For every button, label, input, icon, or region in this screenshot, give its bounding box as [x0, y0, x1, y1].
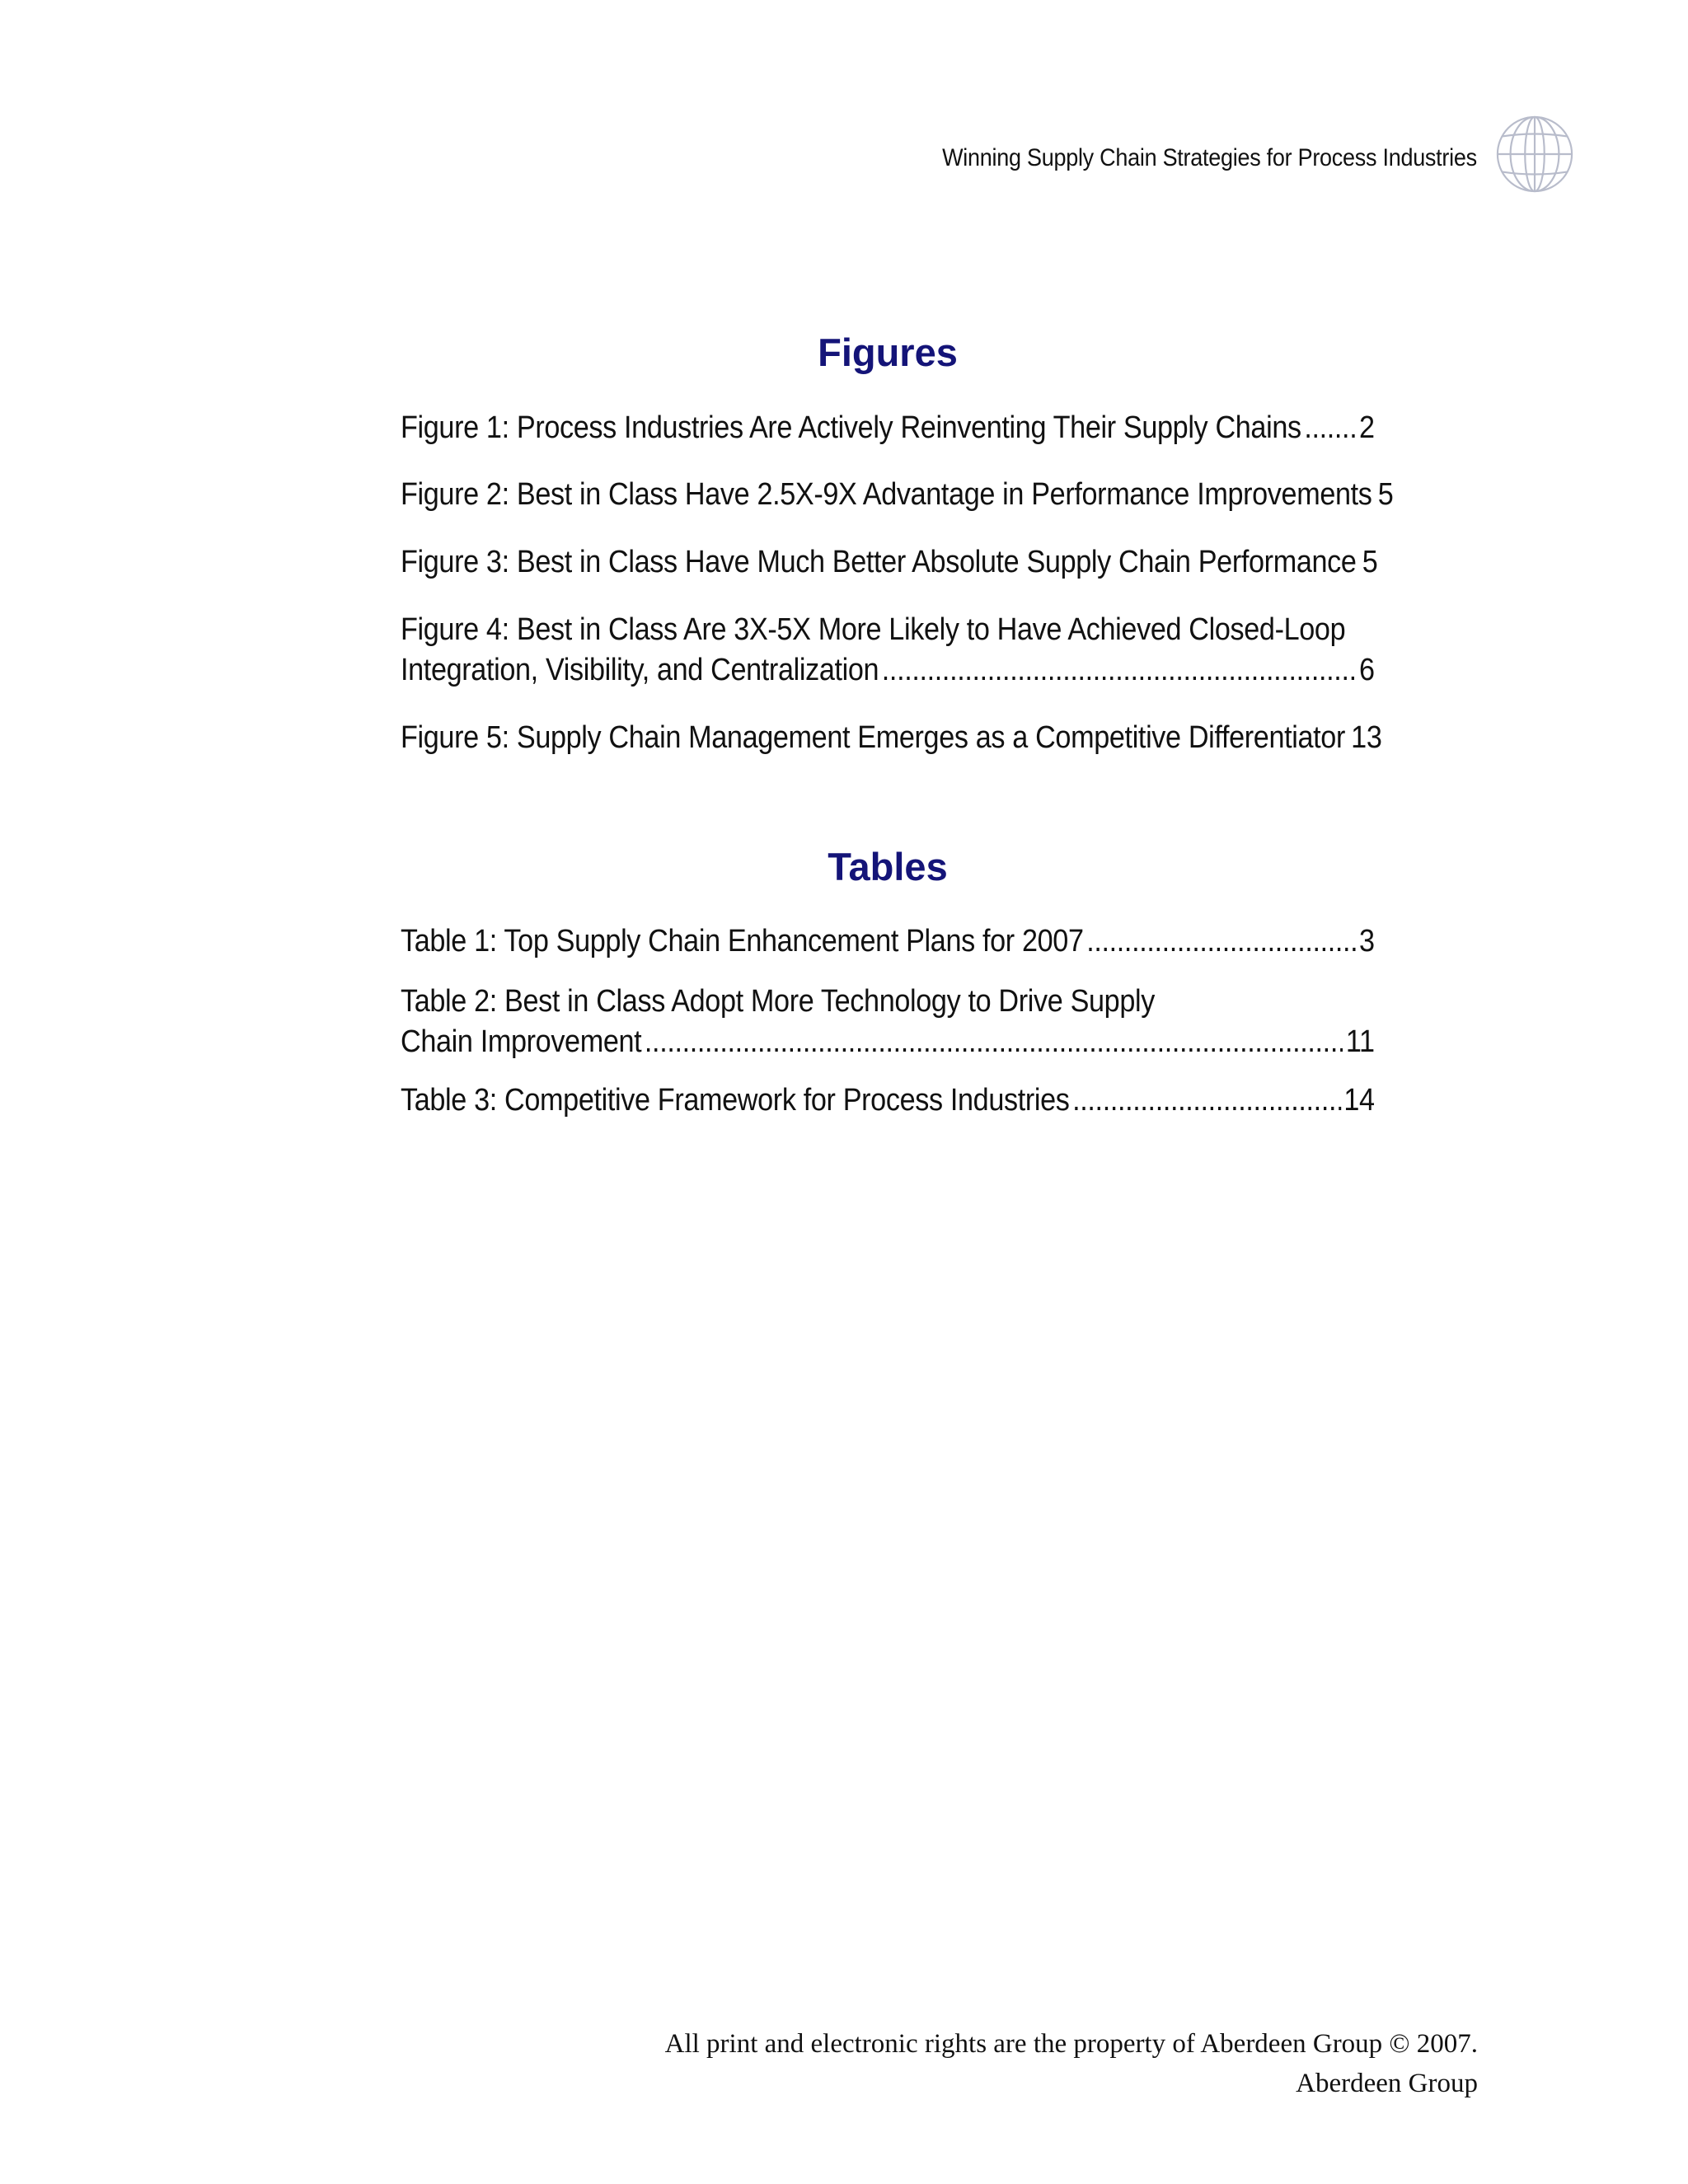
- dot-leader: [645, 1022, 1343, 1062]
- entry-title: Table 1: Top Supply Chain Enhancement Plans for 2007: [401, 924, 1084, 958]
- entry-title-continued: Integration, Visibility, and Centralization: [401, 653, 879, 687]
- figures-heading: Figures: [818, 330, 958, 374]
- running-header-title: Winning Supply Chain Strategies for Process Industries: [942, 144, 1477, 171]
- entry-page-number: 3: [1359, 924, 1375, 958]
- footer-company-name: Aberdeen Group: [1296, 2069, 1478, 2098]
- tables-heading: Tables: [828, 845, 948, 888]
- figure-entry-1[interactable]: [401, 408, 1375, 448]
- figure-entry-4[interactable]: [401, 610, 1375, 691]
- entry-title-continued: Chain Improvement: [401, 1024, 642, 1059]
- entry-title: Figure 4: Best in Class Are 3X-5X More Likely to Have Achieved Closed-Loop: [401, 612, 1346, 647]
- entry-page-number: 2: [1359, 410, 1375, 445]
- figure-entry-2[interactable]: [401, 475, 1394, 515]
- figure-entry-5[interactable]: [401, 718, 1382, 758]
- entry-page-number: 11: [1345, 1024, 1375, 1059]
- entry-page-number: 5: [1377, 477, 1394, 512]
- table-entry-2[interactable]: [401, 982, 1375, 1062]
- entry-page-number: 5: [1362, 545, 1378, 579]
- entry-title: Figure 3: Best in Class Have Much Better Absolute Supply Chain Performance: [401, 545, 1357, 579]
- entry-title: Table 3: Competitive Framework for Process Industries: [401, 1083, 1070, 1118]
- entry-page-number: 13: [1351, 720, 1382, 755]
- figure-entry-3[interactable]: [401, 542, 1378, 583]
- dot-leader: [882, 650, 1357, 691]
- entry-title: Figure 2: Best in Class Have 2.5X-9X Advantage in Performance Improvements: [401, 477, 1372, 512]
- dot-leader: [1072, 1080, 1341, 1121]
- entry-title: Figure 1: Process Industries Are Actively Reinventing Their Supply Chains: [401, 410, 1301, 445]
- dot-leader: [1086, 921, 1356, 962]
- table-entry-3[interactable]: [401, 1080, 1375, 1121]
- entry-title: Figure 5: Supply Chain Management Emerges as a Competitive Differentiator: [401, 720, 1345, 755]
- globe-icon: [1494, 114, 1575, 194]
- table-entry-1[interactable]: [401, 921, 1375, 962]
- entry-title: Table 2: Best in Class Adopt More Technology to Drive Supply: [401, 984, 1155, 1019]
- footer-copyright: All print and electronic rights are the property of Aberdeen Group © 2007.: [664, 2029, 1478, 2059]
- entry-page-number: 6: [1359, 653, 1375, 687]
- dot-leader: [1304, 408, 1356, 448]
- entry-page-number: 14: [1343, 1083, 1375, 1118]
